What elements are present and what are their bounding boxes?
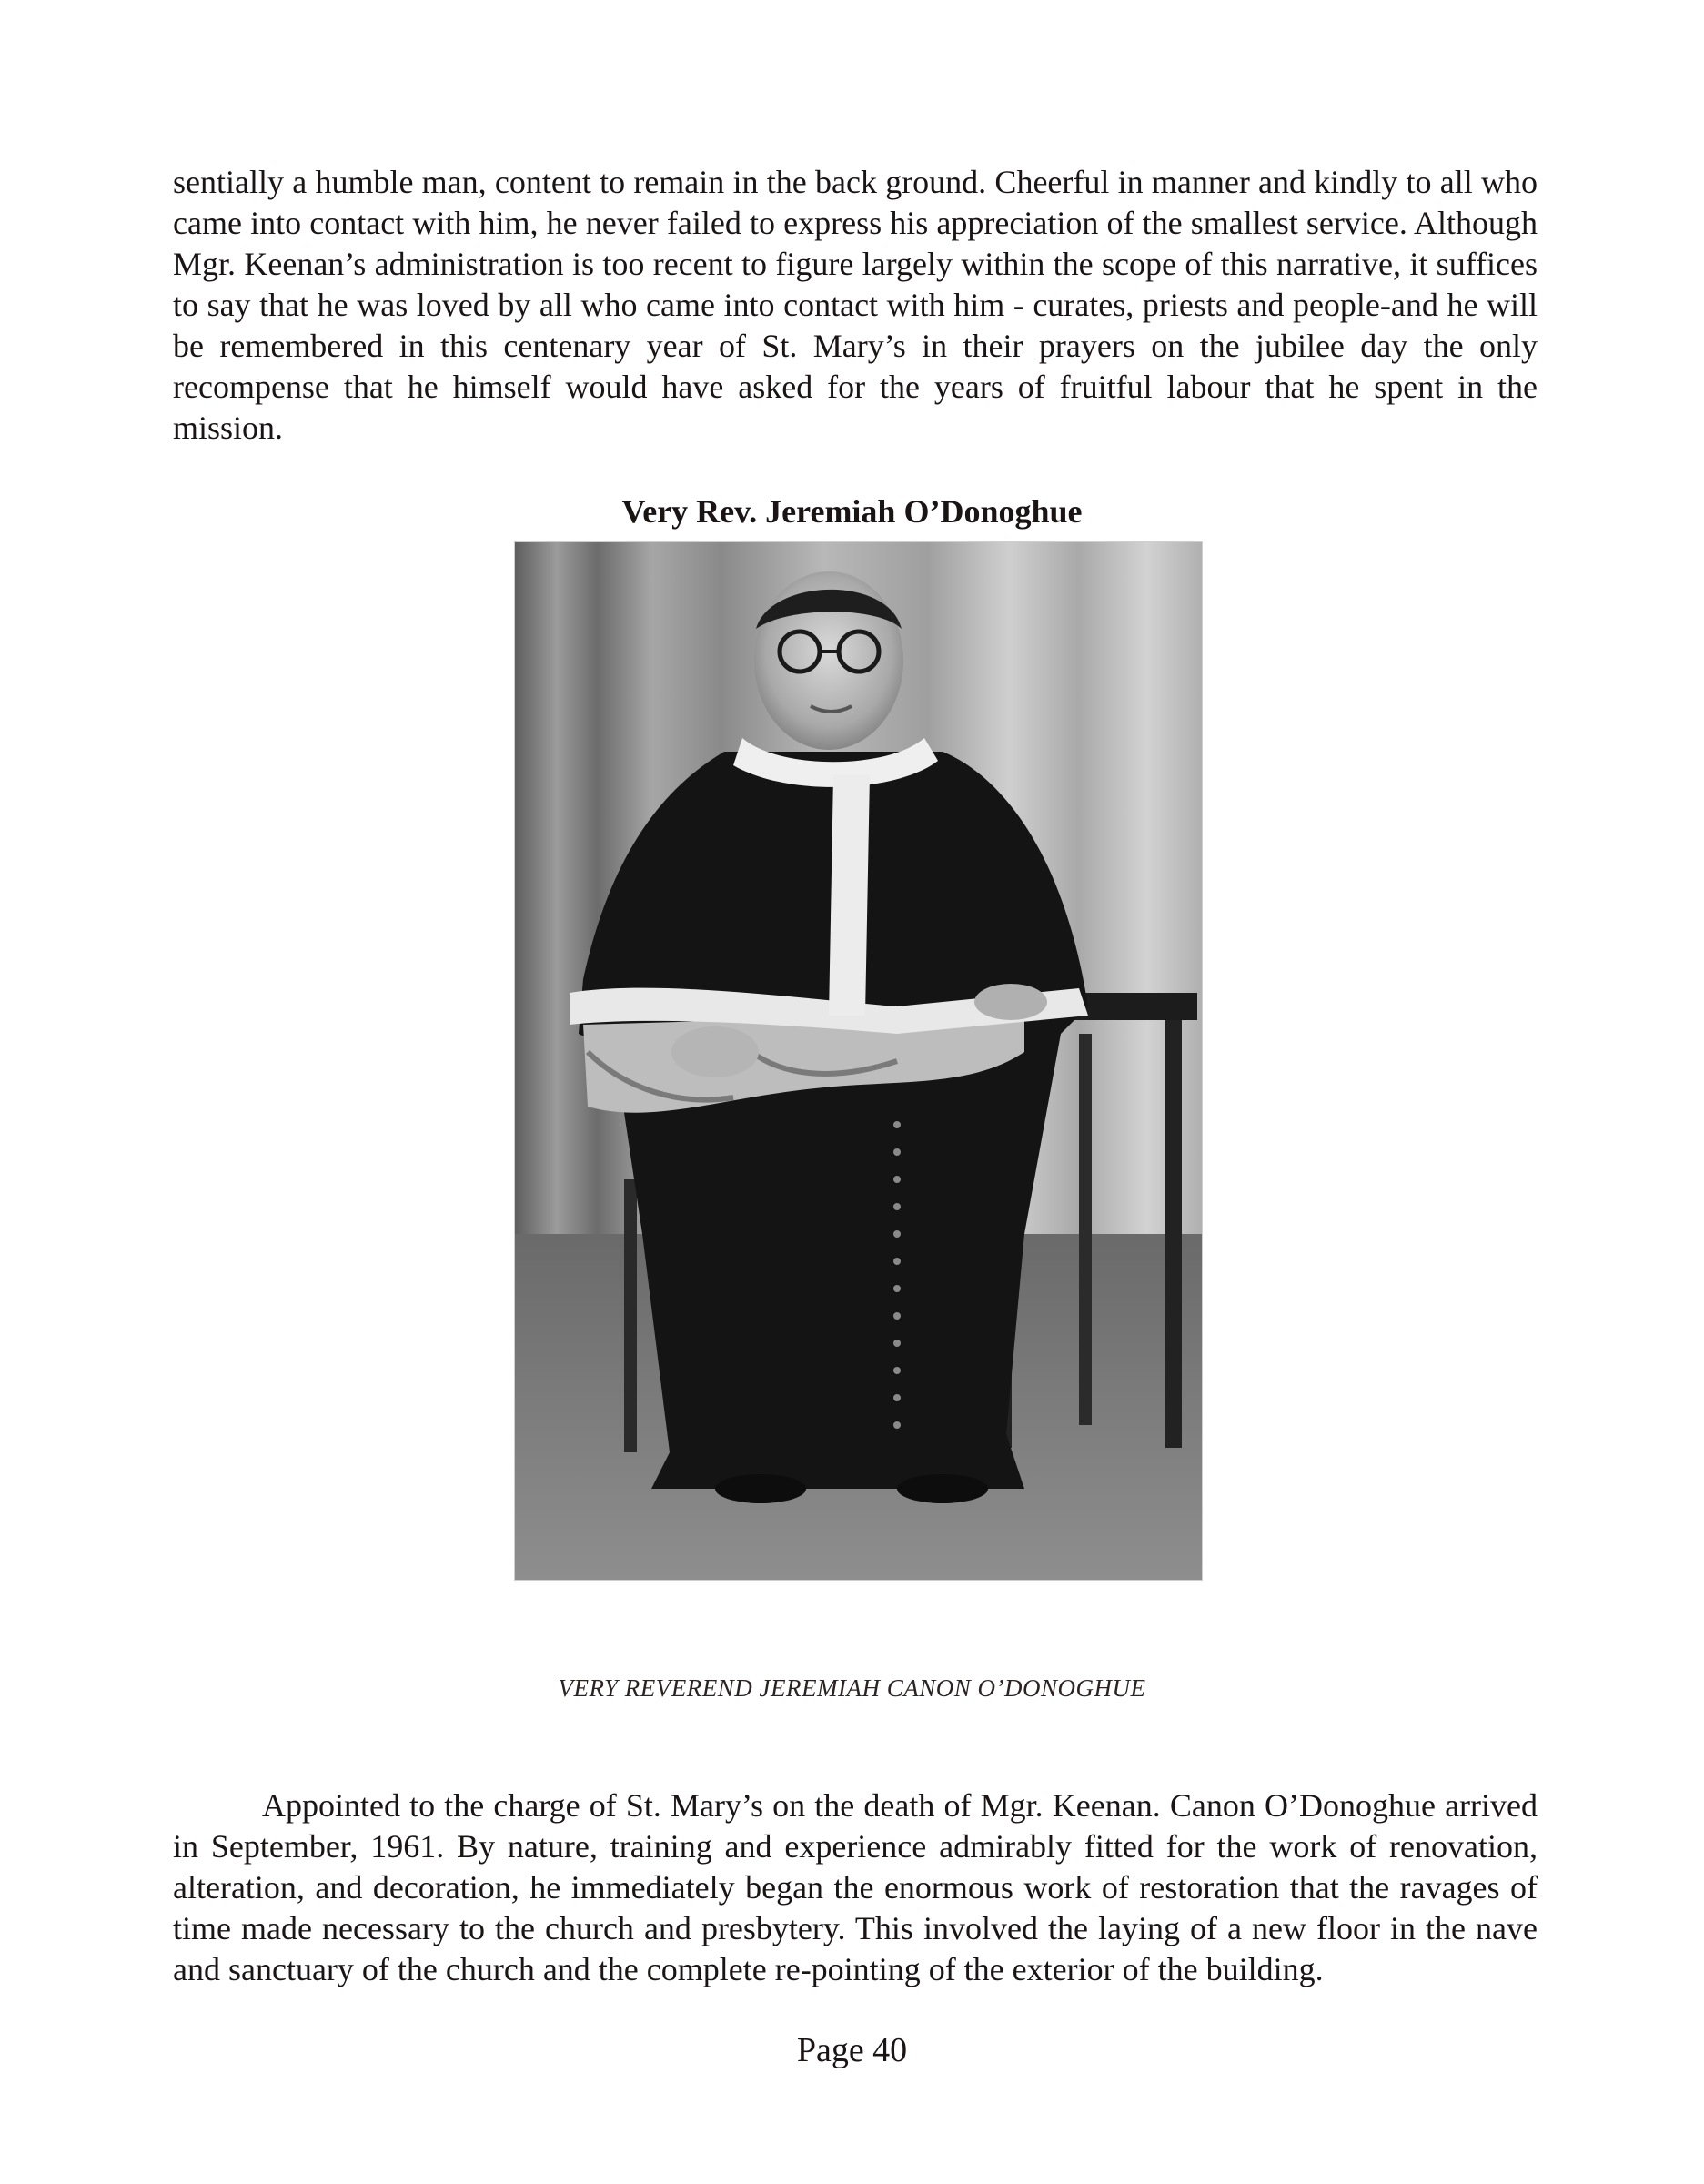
portrait-photo-illustration xyxy=(515,542,1202,1580)
page-number: Page 40 xyxy=(796,2031,908,2069)
bottom-paragraph xyxy=(173,1785,1538,1990)
bottom-paragraph-text: Appointed to the charge of St. Mary’s on the death of Mgr. Keenan. Canon O’Donoghue arrived in September, 1961. By nature, training and experience admirably fitted for the work of renovation, alteration, and decoration, he immediately began the enormous work of restoration that the ravages of time made necessary to the church and presbytery. This involved the laying of a new floor in the nave and sanctuary of the church and the complete re-pointing of the exterior of the building. xyxy=(173,1787,1538,1987)
top-paragraph xyxy=(173,162,1538,449)
photo-title: Very Rev. Jeremiah O’Donoghue xyxy=(621,493,1083,530)
top-paragraph-text: sentially a humble man, content to remain in the back ground. Cheerful in manner and kindly to all who came into contact with him, he never failed to express his appreciation of the smallest service. Although Mgr. Keenan’s administration is too recent to figure largely within the scope of this narrative, it suffices to say that he was loved by all who came into contact with him - curates, priests and people-and he will be remembered in this centenary year of St. Mary’s in their prayers on the jubilee day the only recompense that he himself would have asked for the years of fruitful labour that he spent in the mission. xyxy=(173,164,1538,446)
portrait-photo xyxy=(514,541,1203,1581)
photo-caption: VERY REVEREND JEREMIAH CANON O’DONOGHUE xyxy=(558,1674,1146,1702)
